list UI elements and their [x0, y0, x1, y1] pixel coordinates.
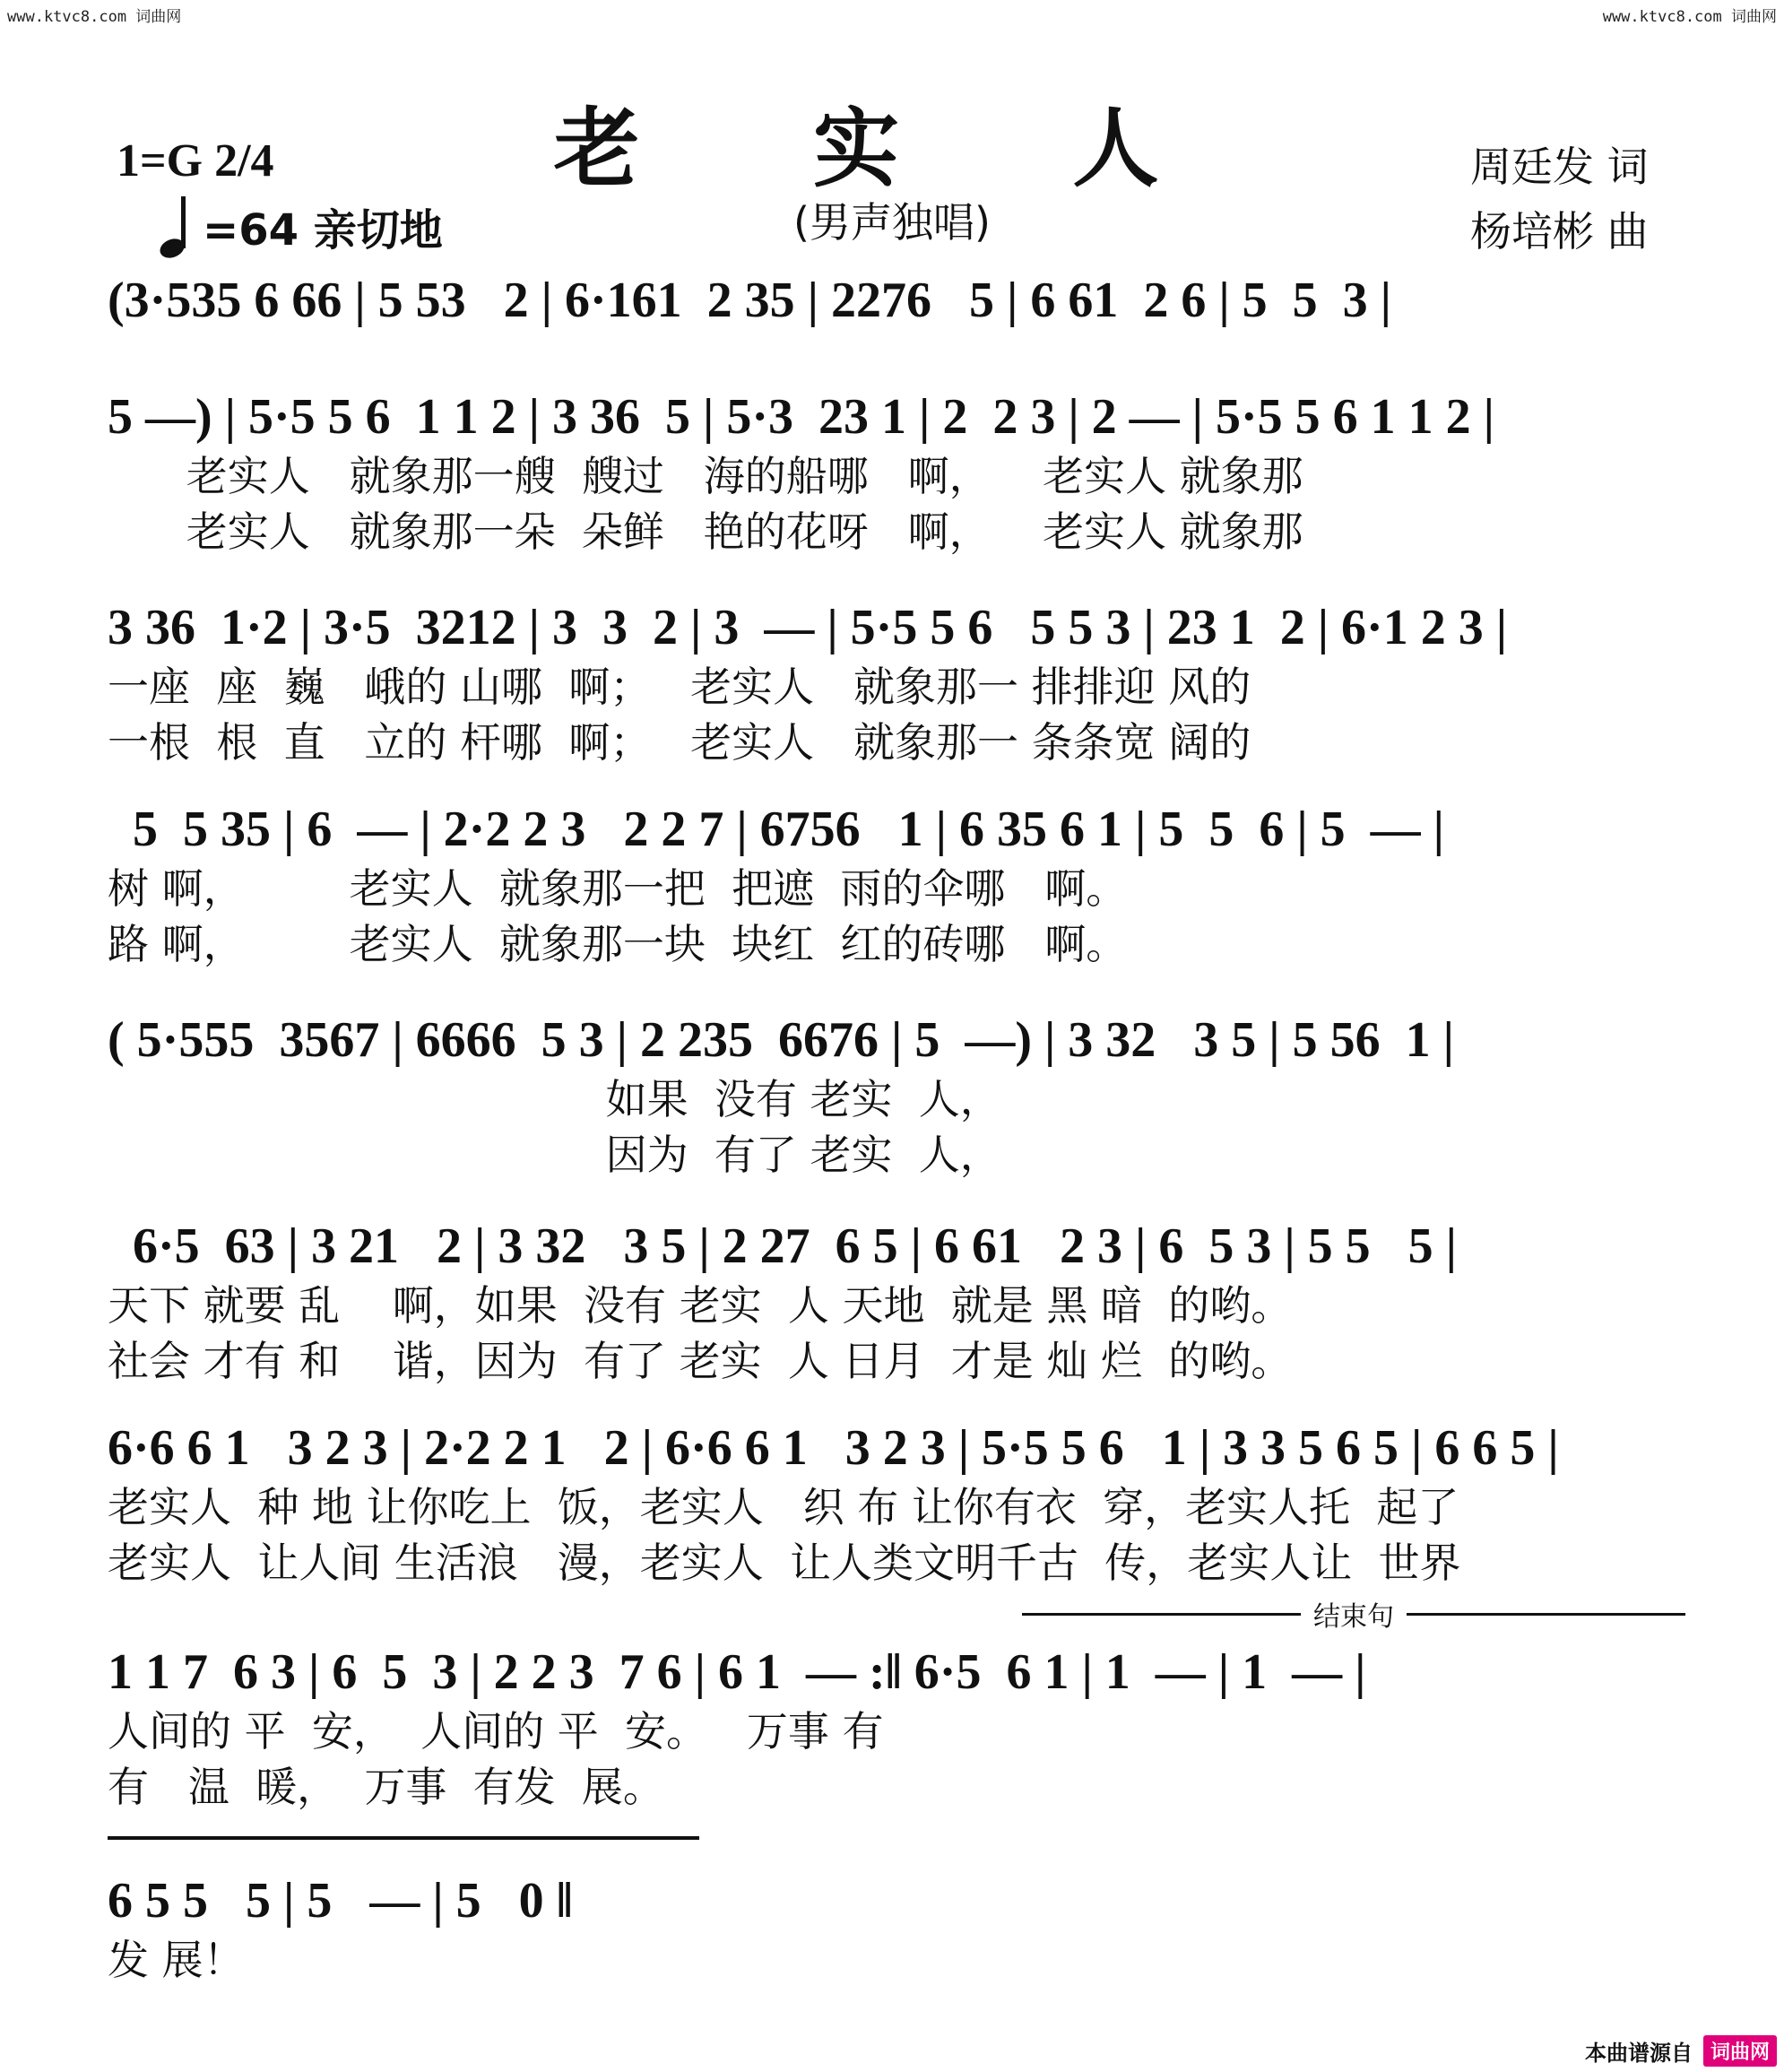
footer-source-text: 本曲谱源自: [1584, 2041, 1693, 2066]
credits: [1470, 134, 1649, 264]
lyric-verse-2: 一根 根 直 立的 杆哪 啊； 老实人 就象那一 条条宽 阔的: [108, 718, 1251, 767]
notation-line: ( 5·555 3567 | 6666 5 3 | 2 235 6676 | 5 —) | 3 32 3 5 | 5 56 1 |: [108, 1012, 1454, 1068]
ending-label: [1022, 1594, 1685, 1634]
lyric-verse-2: 有 温 暖， 万事 有发 展。: [108, 1763, 664, 1811]
lyric-verse-1: 天下 就要 乱 啊，如果 没有 老实 人 天地 就是 黑 暗 的哟。: [108, 1281, 1293, 1330]
lyric-verse-1: 老实人 就象那一艘 艘过 海的船哪 啊， 老实人 就象那: [108, 452, 1303, 500]
score-system-1: [108, 269, 1685, 332]
notation-line: (3·535 6 66 | 5 53 2 | 6·161 2 35 | 2276 5 | 6 61 2 6 | 5 5 3 |: [108, 273, 1391, 328]
notation-line: 6·5 63 | 3 21 2 | 3 32 3 5 | 2 27 6 5 | 6 61 2 3 | 6 5 3 | 5 5 5 |: [108, 1218, 1457, 1274]
ending-line-left: [1022, 1613, 1301, 1616]
score-system-7: [108, 1417, 1685, 1591]
song-subtitle: (男声独唱): [793, 198, 991, 247]
lyric-verse-2: 路 啊， 老实人 就象那一块 块红 红的砖哪 啊。: [108, 920, 1128, 968]
lyric-verse-1: 发 展！: [108, 1936, 245, 1984]
score-system-6: [108, 1215, 1685, 1389]
score-system-8: [108, 1641, 1685, 1815]
lyricist: 周廷发 词: [1470, 143, 1649, 191]
score-system-4: [108, 798, 1685, 972]
tempo-marking: [160, 195, 443, 257]
footer: [1585, 2035, 1777, 2067]
score-system-5: [108, 1009, 1685, 1183]
lyric-verse-1: 人间的 平 安， 人间的 平 安。 万事 有: [108, 1707, 884, 1756]
lyric-verse-1: 老实人 种 地 让你吃上 饭，老实人 织 布 让你有衣 穿，老实人托 起了: [108, 1483, 1459, 1531]
lyric-verse-2: 老实人 就象那一朵 朵鲜 艳的花呀 啊， 老实人 就象那: [108, 507, 1303, 556]
song-title: 老 实 人: [553, 98, 1231, 199]
notation-line: 1 1 7 6 3 | 6 5 3 | 2 2 3 7 6 | 6 1 — :‖ 6·5 6 1 | 1 — | 1 — |: [108, 1644, 1366, 1700]
lyric-verse-1: 一座 座 巍 峨的 山哪 啊； 老实人 就象那一 排排迎 风的: [108, 663, 1251, 711]
quarter-note-icon: [160, 200, 194, 257]
lyric-verse-2: 社会 才有 和 谐，因为 有了 老实 人 日月 才是 灿 烂 的哟。: [108, 1337, 1293, 1385]
notation-line: 6·6 6 1 3 2 3 | 2·2 2 1 2 | 6·6 6 1 3 2 3 | 5·5 5 6 1 | 3 3 5 6 5 | 6 6 5 |: [108, 1420, 1559, 1476]
composer: 杨培彬 曲: [1470, 207, 1649, 256]
lyric-verse-1: 如果 没有 老实 人，: [108, 1075, 1001, 1123]
watermark-right: www.ktvc8.com 词曲网: [1602, 8, 1777, 26]
tempo-text: =64 亲切地: [203, 205, 443, 256]
notation-line: 5 5 35 | 6 — | 2·2 2 3 2 2 7 | 6756 1 | 6 35 6 1 | 5 5 6 | 5 — |: [108, 802, 1444, 857]
lyric-verse-2: 因为 有了 老实 人，: [108, 1131, 1001, 1179]
score-system-9: [108, 1869, 1685, 1988]
ending-line-right: [1407, 1613, 1685, 1616]
notation-line: 6 5 5 5 | 5 — | 5 0 ‖: [108, 1873, 573, 1929]
lyric-verse-1: 树 啊， 老实人 就象那一把 把遮 雨的伞哪 啊。: [108, 864, 1128, 913]
key-signature: 1=G 2/4: [117, 135, 274, 186]
notation-line: 3 36 1·2 | 3·5 3212 | 3 3 2 | 3 — | 5·5 5 6 5 5 3 | 23 1 2 | 6·1 2 3 |: [108, 600, 1508, 655]
ending-label-text: 结束句: [1313, 1601, 1394, 1633]
site-logo[interactable]: 词曲网: [1703, 2035, 1777, 2067]
score-system-3: [108, 596, 1685, 770]
lyric-verse-2: 老实人 让人间 生活浪 漫，老实人 让人类文明千古 传，老实人让 世界: [108, 1539, 1461, 1587]
score-system-2: [108, 386, 1685, 559]
repeat-bracket-line: [108, 1836, 699, 1840]
notation-line: 5 —) | 5·5 5 6 1 1 2 | 3 36 5 | 5·3 23 1 | 2 2 3 | 2 — | 5·5 5 6 1 1 2 |: [108, 389, 1494, 445]
watermark-left: www.ktvc8.com 词曲网: [7, 8, 182, 26]
